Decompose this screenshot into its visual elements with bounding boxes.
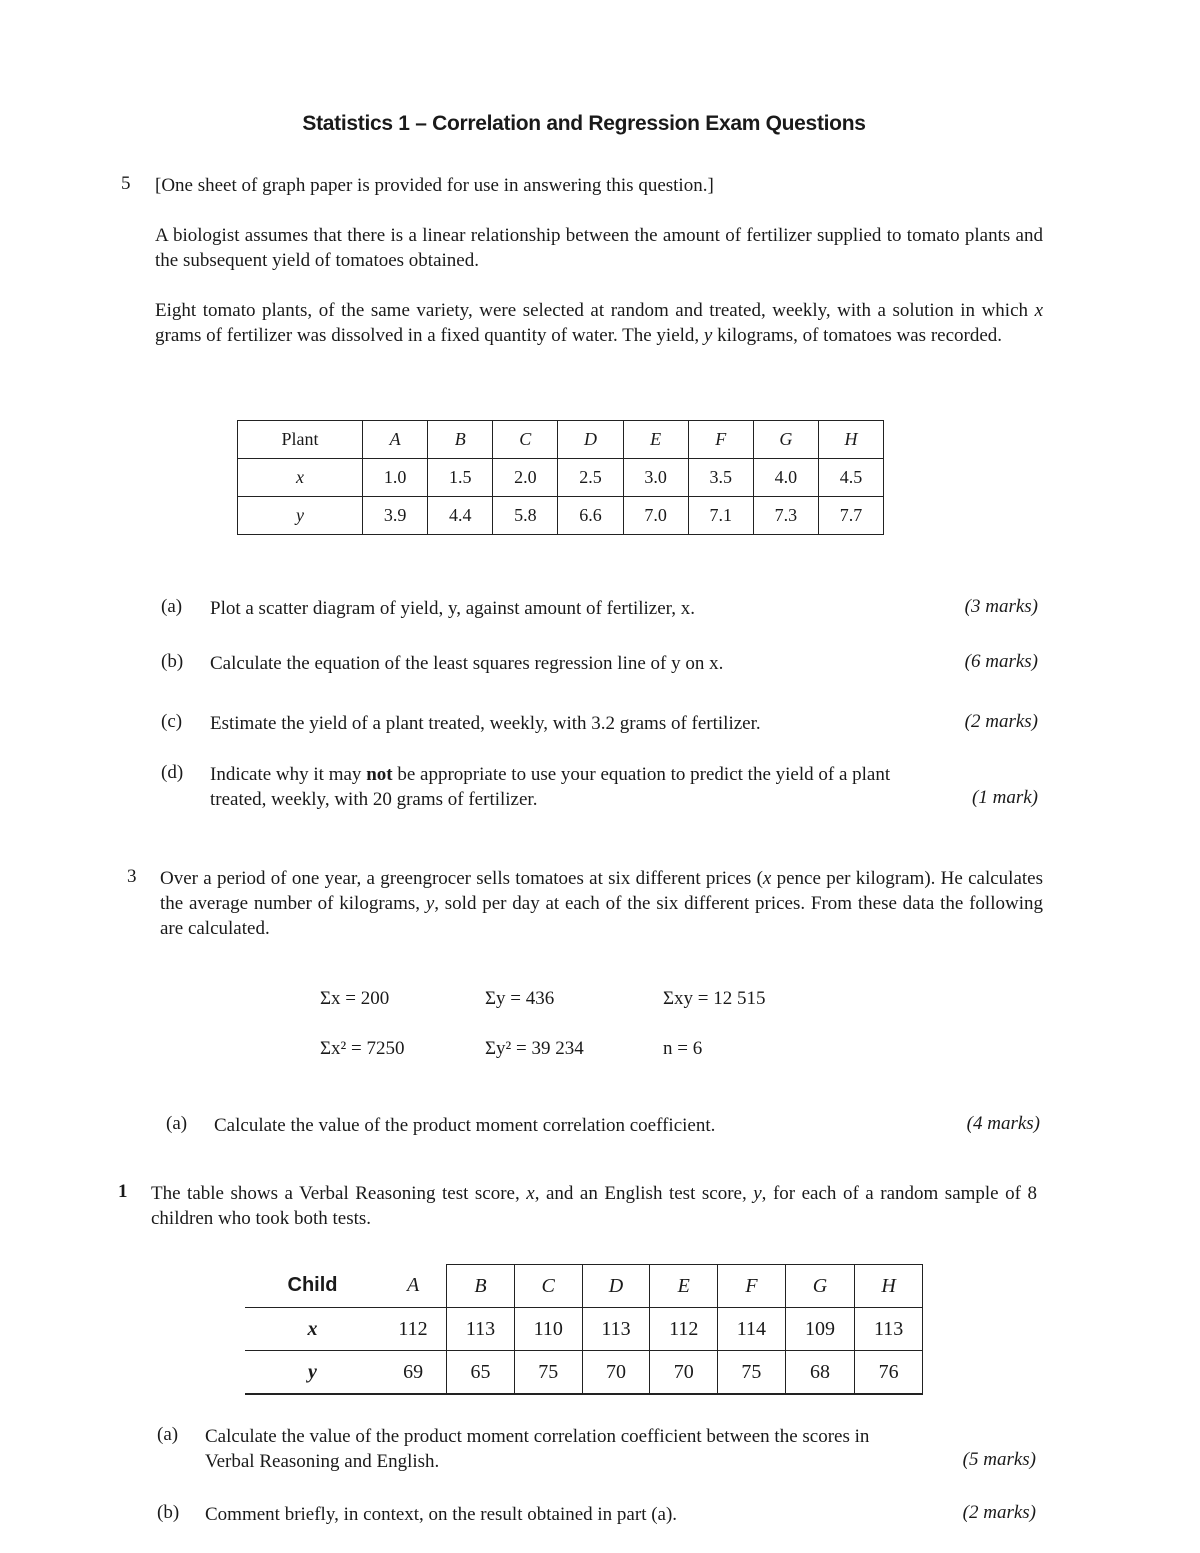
table-cell: 75	[514, 1351, 582, 1395]
table-cell: 6.6	[558, 497, 623, 535]
table-cell: 68	[785, 1351, 854, 1395]
table-cell: 3.9	[363, 497, 428, 535]
q5-part-c-label: (c)	[161, 711, 183, 732]
table-row-label-x: x	[245, 1308, 380, 1351]
table-cell: 4.4	[428, 497, 493, 535]
table-cell: 7.0	[623, 497, 688, 535]
q3-text-2: pence per kilogram). He calculates the average number of kilograms,	[160, 868, 1043, 914]
table-row	[238, 421, 884, 459]
q3-part-a-label: (a)	[166, 1113, 188, 1134]
table-cell: 7.1	[688, 497, 753, 535]
table-cell: 114	[718, 1308, 786, 1351]
q1-data-table	[245, 1264, 923, 1395]
sum-x: Σx = 200	[320, 988, 390, 1009]
q5-method-var-x: x	[1034, 300, 1043, 321]
table-row-label-y: y	[245, 1351, 380, 1395]
q5-part-b-text: Calculate the equation of the least squares regression line of y on x.	[210, 653, 724, 674]
table-cell: 113	[855, 1308, 923, 1351]
q3-intro-paragraph	[160, 866, 1043, 941]
table-cell: F	[718, 1265, 786, 1308]
table-header-plant: Plant	[238, 421, 363, 459]
table-cell: D	[582, 1265, 650, 1308]
q1-part-a-label: (a)	[157, 1424, 179, 1445]
table-cell: 113	[447, 1308, 515, 1351]
q1-intro-paragraph	[151, 1181, 1037, 1231]
q1-text-1: The table shows a Verbal Reasoning test score,	[151, 1183, 527, 1204]
q3-text-1: Over a period of one year, a greengrocer sells tomatoes at six different prices (	[160, 868, 763, 889]
q5-part-a-marks: (3 marks)	[964, 596, 1038, 617]
table-cell: 7.7	[818, 497, 883, 535]
q5-part-a-text: Plot a scatter diagram of yield, y, against amount of fertilizer, x.	[210, 598, 695, 619]
q5-part-d-line1	[210, 762, 1050, 787]
q5-part-c-text: Estimate the yield of a plant treated, weekly, with 3.2 grams of fertilizer.	[210, 713, 761, 734]
table-cell: 4.5	[818, 459, 883, 497]
table-cell: 1.0	[363, 459, 428, 497]
sum-y-squared: Σy² = 39 234	[485, 1038, 584, 1059]
q3-var-y: y	[425, 893, 435, 914]
q5-part-d-text-1: Indicate why it may	[210, 764, 367, 785]
sum-x-squared: Σx² = 7250	[320, 1038, 405, 1059]
q5-method-var-y: y	[703, 325, 713, 346]
q1-part-b-marks: (2 marks)	[962, 1502, 1036, 1523]
table-cell: B	[447, 1265, 515, 1308]
q5-intro-paragraph: A biologist assumes that there is a linear relationship between the amount of fertilizer supplied to tomato plants and the subsequent yield of tomatoes obtained.	[155, 225, 1043, 271]
q1-part-a-marks: (5 marks)	[962, 1449, 1036, 1470]
table-cell: E	[623, 421, 688, 459]
q3-text-3: , sold per day at each of the six different prices. From these data the following are calculated.	[160, 893, 1043, 939]
q1-part-a-line1: Calculate the value of the product moment correlation coefficient between the scores in	[205, 1426, 870, 1447]
table-cell: 5.8	[493, 497, 558, 535]
q5-method-text-1: Eight tomato plants, of the same variety, were selected at random and treated, weekly, with a solution in which	[155, 300, 1035, 321]
table-cell: 75	[718, 1351, 786, 1395]
q3-part-a-text: Calculate the value of the product moment correlation coefficient.	[214, 1115, 716, 1136]
table-cell: C	[493, 421, 558, 459]
table-row	[245, 1265, 923, 1308]
q1-var-x: x	[526, 1183, 535, 1204]
table-cell: E	[650, 1265, 718, 1308]
table-row	[245, 1308, 923, 1351]
q5-part-b-marks: (6 marks)	[964, 651, 1038, 672]
table-cell: 4.0	[753, 459, 818, 497]
q5-part-a-label: (a)	[161, 596, 183, 617]
table-cell: 70	[582, 1351, 650, 1395]
table-cell: B	[428, 421, 493, 459]
table-cell: C	[514, 1265, 582, 1308]
question-number-5: 5	[121, 173, 131, 194]
sum-xy: Σxy = 12 515	[663, 988, 766, 1009]
table-cell: 112	[380, 1308, 447, 1351]
sum-y: Σy = 436	[485, 988, 555, 1009]
table-row	[238, 497, 884, 535]
table-cell: 76	[855, 1351, 923, 1395]
sample-size-n: n = 6	[663, 1038, 703, 1059]
table-cell: 3.5	[688, 459, 753, 497]
table-cell: 69	[380, 1351, 447, 1395]
q5-part-d-emphasis: not	[366, 764, 393, 785]
table-row-label-x: x	[238, 459, 363, 497]
q5-part-c-marks: (2 marks)	[964, 711, 1038, 732]
table-cell: 1.5	[428, 459, 493, 497]
table-row	[238, 459, 884, 497]
table-cell: 2.0	[493, 459, 558, 497]
table-cell: 2.5	[558, 459, 623, 497]
table-cell: 7.3	[753, 497, 818, 535]
table-cell: F	[688, 421, 753, 459]
table-cell: 113	[582, 1308, 650, 1351]
q3-part-a-marks: (4 marks)	[966, 1113, 1040, 1134]
q5-part-d-marks: (1 mark)	[972, 787, 1038, 808]
q1-part-b-text: Comment briefly, in context, on the result obtained in part (a).	[205, 1504, 678, 1525]
q5-data-table	[237, 420, 884, 535]
table-cell: A	[363, 421, 428, 459]
table-cell: G	[785, 1265, 854, 1308]
table-cell: A	[380, 1265, 447, 1308]
q3-var-x: x	[762, 868, 772, 889]
table-cell: H	[818, 421, 883, 459]
q5-method-text-2: grams of fertilizer was dissolved in a fixed quantity of water. The yield,	[155, 325, 704, 346]
table-header-child: Child	[245, 1265, 380, 1308]
table-cell: 3.0	[623, 459, 688, 497]
q1-var-y: y	[753, 1183, 762, 1204]
q1-part-a-line2: Verbal Reasoning and English.	[205, 1451, 440, 1472]
table-cell: 112	[650, 1308, 718, 1351]
q5-part-d-label: (d)	[161, 762, 184, 783]
table-cell: D	[558, 421, 623, 459]
table-cell: 109	[785, 1308, 854, 1351]
table-cell: 70	[650, 1351, 718, 1395]
q1-text-2: , and an English test score,	[534, 1183, 754, 1204]
q1-text-3: , for each of a random sample of 8 children who took both tests.	[151, 1183, 1037, 1229]
table-cell: H	[855, 1265, 923, 1308]
q5-method-paragraph	[155, 298, 1043, 348]
q5-method-text-3: kilograms, of tomatoes was recorded.	[712, 325, 1003, 346]
q5-part-b-label: (b)	[161, 651, 184, 672]
q5-graph-paper-note: [One sheet of graph paper is provided for use in answering this question.]	[155, 175, 714, 196]
page-title: Statistics 1 – Correlation and Regression Exam Questions	[302, 112, 866, 135]
q5-part-d-line2: treated, weekly, with 20 grams of fertilizer.	[210, 789, 538, 810]
question-number-1: 1	[118, 1181, 128, 1202]
table-cell: 110	[514, 1308, 582, 1351]
question-number-3: 3	[127, 866, 137, 887]
table-cell: 65	[447, 1351, 515, 1395]
q5-part-d-text-2: be appropriate to use your equation to predict the yield of a plant	[392, 764, 891, 785]
table-cell: G	[753, 421, 818, 459]
table-row	[245, 1351, 923, 1395]
q1-part-b-label: (b)	[157, 1502, 180, 1523]
table-row-label-y: y	[238, 497, 363, 535]
